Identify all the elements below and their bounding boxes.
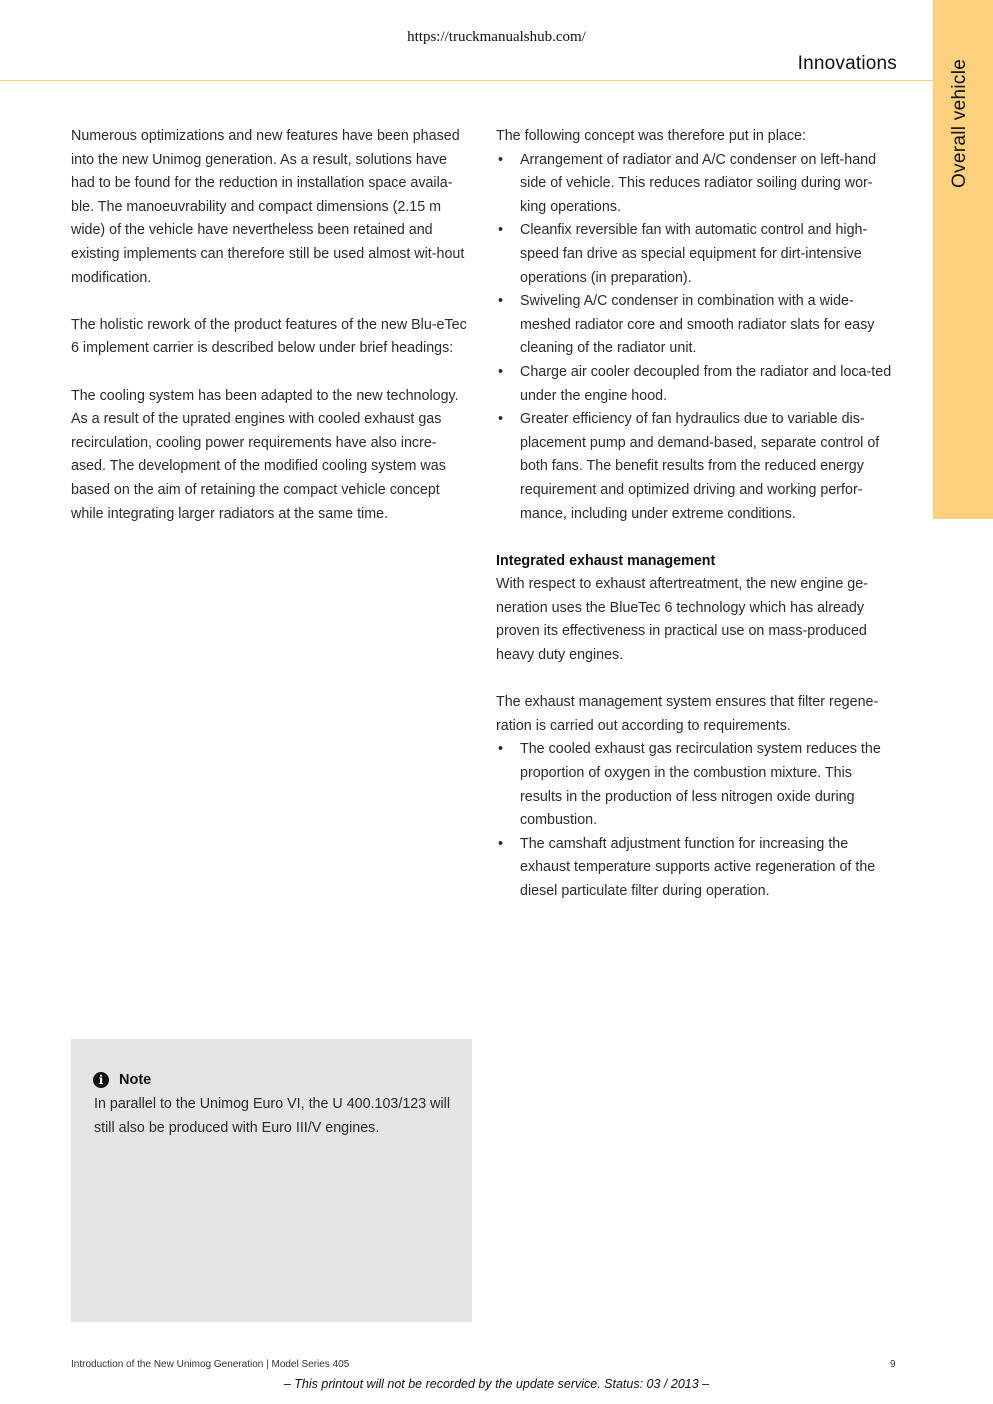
- management-list: [496, 738, 896, 903]
- bullet-icon: •: [498, 363, 504, 380]
- subheading-exhaust-management: Integrated exhaust management: [496, 552, 716, 569]
- list-item: [496, 738, 896, 832]
- bullet-icon: •: [498, 741, 504, 758]
- header-divider: [0, 80, 933, 81]
- list-item-text: Swiveling A/C condenser in combination with a wide-meshed radiator core and smooth radiator slats for easy cleaning of the radiator unit.: [520, 293, 875, 357]
- list-item-text: Cleanfix reversible fan with automatic control and high-speed fan drive as special equipment for dirt-intensive operations (in preparation).: [520, 222, 868, 286]
- list-item: [496, 290, 896, 361]
- right-column: [496, 125, 896, 904]
- list-item-text: Greater efficiency of fan hydraulics due to variable dis-placement pump and demand-based, separate control of both fans. The benefit results from the reduced energy requirement and optimized driving and working perfor-mance, including under extreme conditions.: [520, 411, 880, 522]
- note-title: Note: [119, 1072, 152, 1088]
- paragraph-cooling-system: The cooling system has been adapted to the new technology. As a result of the uprated engines with cooled exhaust gas recirculation, cooling power requirements have also incre-ased. The development of the modified cooling system was based on the aim of retaining the compact vehicle concept while integrating larger radiators at the same time.: [71, 387, 459, 522]
- list-item: [496, 833, 896, 904]
- list-item: [496, 408, 896, 526]
- list-item-text: The cooled exhaust gas recirculation system reduces the proportion of oxygen in the combustion mixture. This results in the production of less nitrogen oxide during combustion.: [520, 741, 881, 829]
- section-title: Innovations: [797, 53, 897, 74]
- bullet-icon: •: [498, 411, 504, 428]
- list-item: [496, 149, 896, 220]
- list-item-text: The camshaft adjustment function for increasing the exhaust temperature supports active regeneration of the diesel particulate filter during operation.: [520, 835, 876, 899]
- info-icon: i: [93, 1072, 109, 1088]
- bullet-icon: •: [498, 151, 504, 168]
- note-text: In parallel to the Unimog Euro VI, the U 400.103/123 will still also be produced with Euro III/V engines.: [94, 1096, 451, 1136]
- source-url: https://truckmanualshub.com/: [407, 29, 586, 45]
- paragraph-exhaust-aftertreatment: With respect to exhaust aftertreatment, the new engine ge-neration uses the BlueTec 6 technology which has already proven its effectiveness in practical use on mass-produced heavy duty engines.: [496, 576, 868, 664]
- chapter-side-tab: [933, 0, 993, 519]
- left-column: [71, 125, 471, 526]
- list-item-text: Charge air cooler decoupled from the radiator and loca-ted under the engine hood.: [520, 363, 892, 404]
- note-box: [71, 1039, 472, 1322]
- paragraph-optimizations: Numerous optimizations and new features have been phased into the new Unimog generation. As a result, solutions have had to be found for the reduction in installation space availa-ble. The manoeuvrability and compact dimensions (2.15 m wide) of the vehicle have nevertheless been retained and existing implements can therefore still be used almost wit-hout modification.: [71, 128, 465, 286]
- list-item: [496, 219, 896, 290]
- bullet-icon: •: [498, 835, 504, 852]
- management-intro: The exhaust management system ensures that filter regene-ration is carried out according to requirements.: [496, 694, 879, 734]
- list-item: [496, 361, 896, 408]
- note-header: [93, 1072, 151, 1088]
- concept-intro: The following concept was therefore put in place:: [496, 128, 806, 144]
- footer-document-title: Introduction of the New Unimog Generation | Model Series 405: [71, 1359, 350, 1370]
- concept-list: [496, 149, 896, 527]
- paragraph-holistic-rework: The holistic rework of the product features of the new Blu-eTec 6 implement carrier is described below under brief headings:: [71, 316, 467, 357]
- bullet-icon: •: [498, 222, 504, 239]
- chapter-side-tab-label: Overall vehicle: [949, 58, 970, 188]
- footer-status: – This printout will not be recorded by the update service. Status: 03 / 2013 –: [283, 1377, 710, 1391]
- bullet-icon: •: [498, 293, 504, 310]
- list-item-text: Arrangement of radiator and A/C condenser on left-hand side of vehicle. This reduces radiator soiling during wor-king operations.: [520, 151, 877, 215]
- page-number: 9: [890, 1359, 896, 1370]
